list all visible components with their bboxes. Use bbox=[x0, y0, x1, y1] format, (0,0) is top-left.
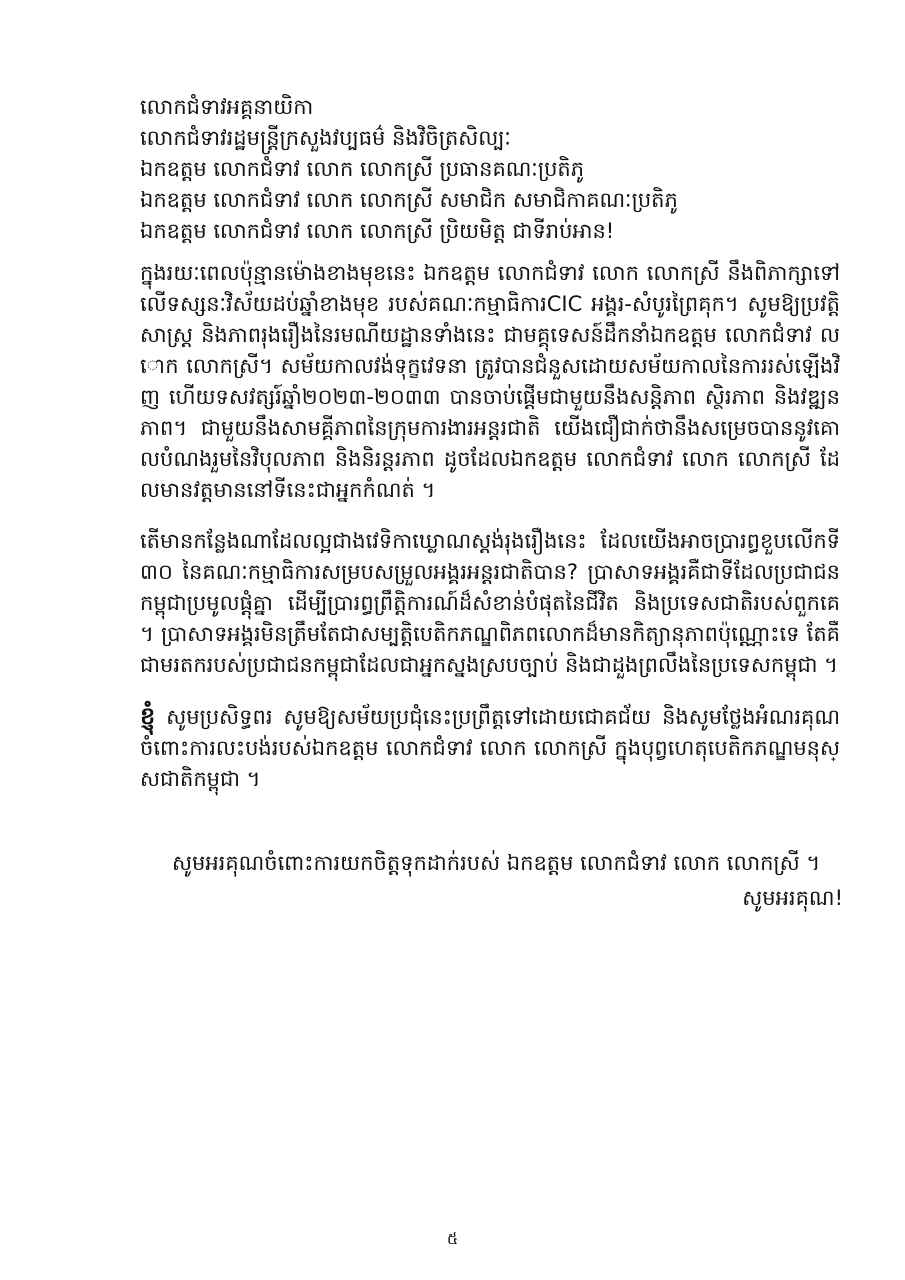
paragraph-angkor bbox=[140, 526, 840, 681]
salutation-block bbox=[140, 92, 840, 247]
paragraph-wishes-lead: ខ្ញុំ bbox=[140, 702, 156, 730]
paragraph-wishes bbox=[140, 701, 840, 795]
paragraph-angkor-text: តើមានកន្លែងណាដែលល្អជាងវេទិកាឃ្លោណស្តង់រុងរឿងនេះ ដែលយើងអាចប្រារព្ធខួបលើកទី៣០ នៃគណៈកម្មាធិការសម្របសម្រួលអង្គរអន្តរជាតិបាន? ប្រាសាទអង្គរគឺជាទីដែលប្រជាជនកម្ពុជាប្រមូលផ្តុំគ្នា ដើម្បីប្រារព្ធព្រឹត្តិការណ៍ដ៏សំខាន់បំផុតនៃជីវិត និងប្រទេសជាតិរបស់ពួកគេ ។ ប្រាសាទអង្គរមិនត្រឹមតែជាសម្បត្តិបេតិកភណ្ឌពិភពលោកដ៏មានកិត្យានុភាពប៉ុណ្ណោះទេ តែគឺជាមរតករបស់ប្រជាជនកម្ពុជាដែលជាអ្នកស្នងស្របច្បាប់ និងជាដួងព្រលឹងនៃប្រទេសកម្ពុជា ។ bbox=[140, 529, 840, 677]
paragraph-discussion bbox=[140, 258, 840, 506]
thanks-line: សូមអរគុណចំពោះការយកចិត្តទុកដាក់របស់ ឯកឧត្តម លោកជំទាវ លោក លោកស្រី ។ bbox=[172, 851, 821, 875]
paragraph-discussion-text: ក្នុងរយៈពេលប៉ុន្មានម៉ោងខាងមុខនេះ ឯកឧត្តម លោកជំទាវ លោក លោកស្រី នឹងពិភាក្សាទៅលើទស្សនៈវិស័យដប់ឆ្នាំខាងមុខ របស់គណៈកម្មាធិការCIC អង្គរ-សំបូរព្រៃគុក។ សូមឱ្យប្រវត្តិសាស្ត្រ និងភាពរុងរឿងនៃរមណីយដ្ឋានទាំងនេះ ជាមគ្គុទេសន៍ដឹកនាំឯកឧត្តម លោកជំទាវ លោក លោកស្រី។ សម័យកាលវង់ទុក្ខវេទនា ត្រូវបានជំនួសដោយសម័យកាលនៃការរស់ឡើងវិញ ហើយទសវត្សរ៍ឆ្នាំ២០២៣-២០៣៣ បានចាប់ផ្តើមជាមួយនឹងសន្តិភាព ស្ថិរភាព និងវឌ្ឍនភាព។ ជាមួយនឹងសាមគ្គីភាពនៃក្រុមការងារអន្តរជាតិ យើងជឿជាក់ថានឹងសម្រេចបាននូវគោលបំណងរួមនៃវិបុលភាព និងនិរន្តរភាព ដូចដែលឯកឧត្តម លោកជំទាវ លោក លោកស្រី ដែលមានវត្តមាននៅទីនេះជាអ្នកកំណត់ ។ bbox=[140, 261, 840, 502]
salutation-line: លោកជំទាវអគ្គនាយិកា bbox=[140, 95, 314, 119]
salutation-line: ឯកឧត្តម លោកជំទាវ លោក លោកស្រី សមាជិក សមាជិកាគណៈប្រតិភូ bbox=[140, 188, 678, 212]
paragraph-wishes-text: សូមប្រសិទ្ធពរ សូមឱ្យសម័យប្រជុំនេះប្រព្រឹត្តទៅដោយជោគជ័យ និងសូមថ្លែងអំណរគុណចំពោះការលះបង់របស់ឯកឧត្តម លោកជំទាវ លោក លោកស្រី ក្នុងបុព្វហេតុបេតិកភណ្ឌមនុស្សជាតិកម្ពុជា ។ bbox=[140, 705, 840, 791]
body-text bbox=[140, 258, 840, 815]
salutation-line: ឯកឧត្តម លោកជំទាវ លោក លោកស្រី ប្រិយមិត្ត ជាទីរាប់អាន! bbox=[140, 219, 615, 243]
page-number: ៥ bbox=[446, 1229, 459, 1248]
salutation-line: ឯកឧត្តម លោកជំទាវ លោក លោកស្រី ប្រធានគណៈប្រតិភូ bbox=[140, 157, 585, 181]
salutation-line: លោកជំទាវរដ្ឋមន្ត្រីក្រសួងវប្បធម៌ និងវិចិត្រសិល្បៈ bbox=[140, 126, 511, 150]
closing-thanks: សូមអរគុណ! bbox=[742, 886, 843, 910]
